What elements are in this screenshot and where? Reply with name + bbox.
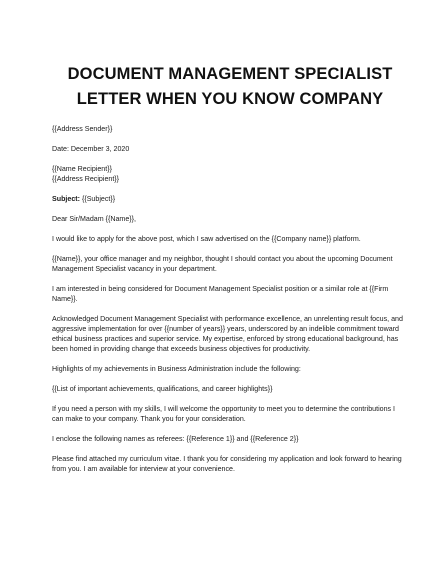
address-sender: {{Address Sender}} xyxy=(52,125,113,133)
subject-value: {{Subject}} xyxy=(79,195,116,203)
name-recipient: {{Name Recipient}} xyxy=(52,165,112,173)
salutation: Dear Sir/Madam {{Name}}, xyxy=(52,215,136,223)
paragraph-skills: If you need a person with my skills, I will welcome the opportunity to meet you to determine the contributions I can make to your company. Thank you for your consideration. xyxy=(52,405,396,423)
paragraph-referral: {{Name}}, your office manager and my neighbor, thought I should contact you about the upcoming Document Management Specialist vacancy in your department. xyxy=(52,255,393,273)
paragraph-interest: I am interested in being considered for Document Management Specialist position or a similar role at {{Firm Name}}. xyxy=(52,285,389,303)
title-line-2: LETTER WHEN YOU KNOW COMPANY xyxy=(76,90,384,108)
letter-title xyxy=(52,62,408,112)
letter-date: Date: December 3, 2020 xyxy=(52,145,130,153)
paragraph-referees: I enclose the following names as referees: {{Reference 1}} and {{Reference 2}} xyxy=(52,435,299,443)
paragraph-achievements: {{List of important achievements, qualifications, and career highlights}} xyxy=(52,385,273,393)
subject-label: Subject: xyxy=(52,195,80,203)
address-recipient: {{Address Recipient}} xyxy=(52,175,120,183)
title-line-1: DOCUMENT MANAGEMENT SPECIALIST xyxy=(67,65,393,83)
paragraph-apply: I would like to apply for the above post, which I saw advertised on the {{Company name}} platform. xyxy=(52,235,361,243)
paragraph-highlights: Highlights of my achievements in Business Administration include the following: xyxy=(52,365,301,373)
paragraph-experience: Acknowledged Document Management Specialist with performance excellence, an unrelenting result focus, and aggressive implementation for over {{number of years}} years, underscored by an indelible commitment toward ethical business practices and superior service. My expertise, enforced by strong educational background, has been homed in providing change that exceeds business objectives for productivity. xyxy=(52,315,403,353)
paragraph-closing: Please find attached my curriculum vitae. I thank you for considering my application and look forward to hearing from you. I am available for interview at your convenience. xyxy=(52,455,402,473)
subject-line xyxy=(52,194,408,204)
